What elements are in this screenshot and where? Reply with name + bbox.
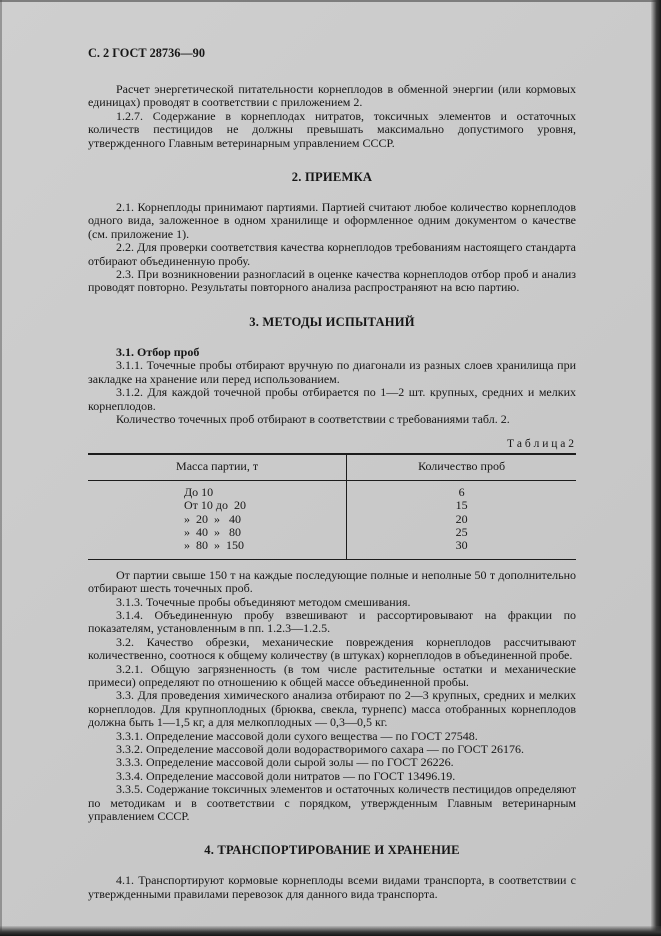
- table-header-row: [88, 454, 576, 480]
- paragraph-3-3-1: 3.3.1. Определение массовой доли сухого вещества — по ГОСТ 27548.: [116, 728, 478, 743]
- section-title-acceptance: 2. ПРИЕМКА: [291, 170, 373, 185]
- paragraph-3-2: 3.2. Качество обрезки, механические повреждения корнеплодов рассчитывают количественно, соотнося к общему количеству (в штуках) корнеплодов в объединенной пробе.: [88, 634, 576, 663]
- paragraph-4-1: 4.1. Транспортируют кормовые корнеплоды всеми видами транспорта, в соответствии с утвержденными правилами перевозок для данного вида транспорта.: [88, 873, 576, 901]
- paragraph-intro: Расчет энергетической питательности корнеплодов в обменной энергии (или кормовых единицах) проводят в соответствии с приложением 2.: [88, 82, 576, 110]
- samples-count-table: [88, 453, 576, 559]
- paragraph-2-3: 2.3. При возникновении разногласий в оценке качества корнеплодов отбор проб и анализ проводят повторно. Результаты повторного анализа распространяют на всю партию.: [88, 267, 576, 295]
- table-header-count: Количество проб: [347, 454, 576, 480]
- table-cell-count: 6: [458, 484, 465, 499]
- table-cell-count: 15: [455, 498, 468, 513]
- table-row: [88, 526, 576, 539]
- table-row: [88, 513, 576, 526]
- table-cell-mass: » 40 » 80: [88, 526, 347, 539]
- table-cell-count: 25: [455, 524, 468, 539]
- page-header: С. 2 ГОСТ 28736—90: [88, 46, 205, 60]
- table-cell-mass: » 20 » 40: [88, 513, 347, 526]
- paragraph-after-table: От партии свыше 150 т на каждые последующие полные и неполные 50 т дополнительно отбирают шесть точечных проб.: [88, 567, 576, 596]
- table-cell-mass: До 10: [88, 480, 347, 499]
- table-header-mass: Масса партии, т: [88, 454, 347, 480]
- table-row: [88, 480, 576, 499]
- table-cell-mass: » 80 » 150: [88, 539, 347, 559]
- paragraph-table-intro: Количество точечных проб отбирают в соответствии с требованиями табл. 2.: [116, 411, 510, 426]
- section-title-methods: 3. МЕТОДЫ ИСПЫТАНИЙ: [249, 314, 415, 329]
- scan-edge-top: [0, 0, 661, 2]
- paragraph-2-1: 2.1. Корнеплоды принимают партиями. Партией считают любое количество корнеплодов одного вида, заложенное в одном хранилище и оформленное одним документом о качестве (см. приложение 1).: [88, 200, 576, 241]
- table-caption: Т а б л и ц а 2: [506, 438, 574, 451]
- paragraph-3-3-5: 3.3.5. Содержание токсичных элементов и остаточных количеств пестицидов определяют по методикам и в соответствии с порядком, утвержденным Главным ветеринарным управлением СССР.: [88, 782, 576, 824]
- paragraph-3-3-3: 3.3.3. Определение массовой доли сырой золы — по ГОСТ 26226.: [116, 755, 454, 770]
- scan-edge-left: [0, 0, 2, 936]
- paragraph-2-2: 2.2. Для проверки соответствия качества корнеплодов требованиям настоящего стандарта отбирают объединенную пробу.: [88, 240, 576, 268]
- scan-edge-right: [651, 0, 661, 936]
- table-cell-count: 20: [455, 511, 468, 526]
- paragraph-3-1-1: 3.1.1. Точечные пробы отбирают вручную по диагонали из разных слоев хранилища при закладке на хранение или перед использованием.: [88, 358, 576, 386]
- section-title-transport: 4. ТРАНСПОРТИРОВАНИЕ И ХРАНЕНИЕ: [204, 843, 460, 858]
- scan-edge-bottom: [0, 926, 661, 936]
- table-row: [88, 499, 576, 512]
- paragraph-3-1-4: 3.1.4. Объединенную пробу взвешивают и рассортировывают на фракции по показателям, установленным в пп. 1.2.3—1.2.5.: [88, 607, 576, 636]
- table-cell-count: 30: [347, 539, 576, 559]
- document-content: [88, 46, 576, 901]
- paragraph-3-1-3: 3.1.3. Точечные пробы объединяют методом смешивания.: [116, 594, 411, 609]
- paragraph-3-3-2: 3.3.2. Определение массовой доли водорастворимого сахара — по ГОСТ 26176.: [116, 742, 524, 757]
- paragraph-3-3: 3.3. Для проведения химического анализа отбирают по 2—3 крупных, средних и мелких корнеплодов. Для крупноплодных (брюква, свекла, турнепс) масса отобранных корнеплодов должна быть 1—1,5 кг, а для мелкоплодных — 0,3—0,5 кг.: [88, 688, 576, 730]
- table-row: [88, 539, 576, 559]
- paragraph-1-2-7: 1.2.7. Содержание в корнеплодах нитратов, токсичных элементов и остаточных количеств пестицидов не должны превышать максимально допустимого уровня, утвержденного Главным ветеринарным управлением СССР.: [88, 108, 576, 150]
- subsection-title-3-1: 3.1. Отбор проб: [116, 344, 200, 359]
- paragraph-3-2-1: 3.2.1. Общую загрязненность (в том числе растительные остатки и механические примеси) определяют по отношению к общей массе объединенной пробы.: [88, 661, 576, 689]
- paragraph-3-1-2: 3.1.2. Для каждой точечной пробы отбирается по 1—2 шт. крупных, средних и мелких корнеплодов.: [88, 385, 576, 413]
- paragraph-3-3-4: 3.3.4. Определение массовой доли нитратов — по ГОСТ 13496.19.: [116, 768, 456, 783]
- table-cell-mass: От 10 до 20: [88, 499, 347, 512]
